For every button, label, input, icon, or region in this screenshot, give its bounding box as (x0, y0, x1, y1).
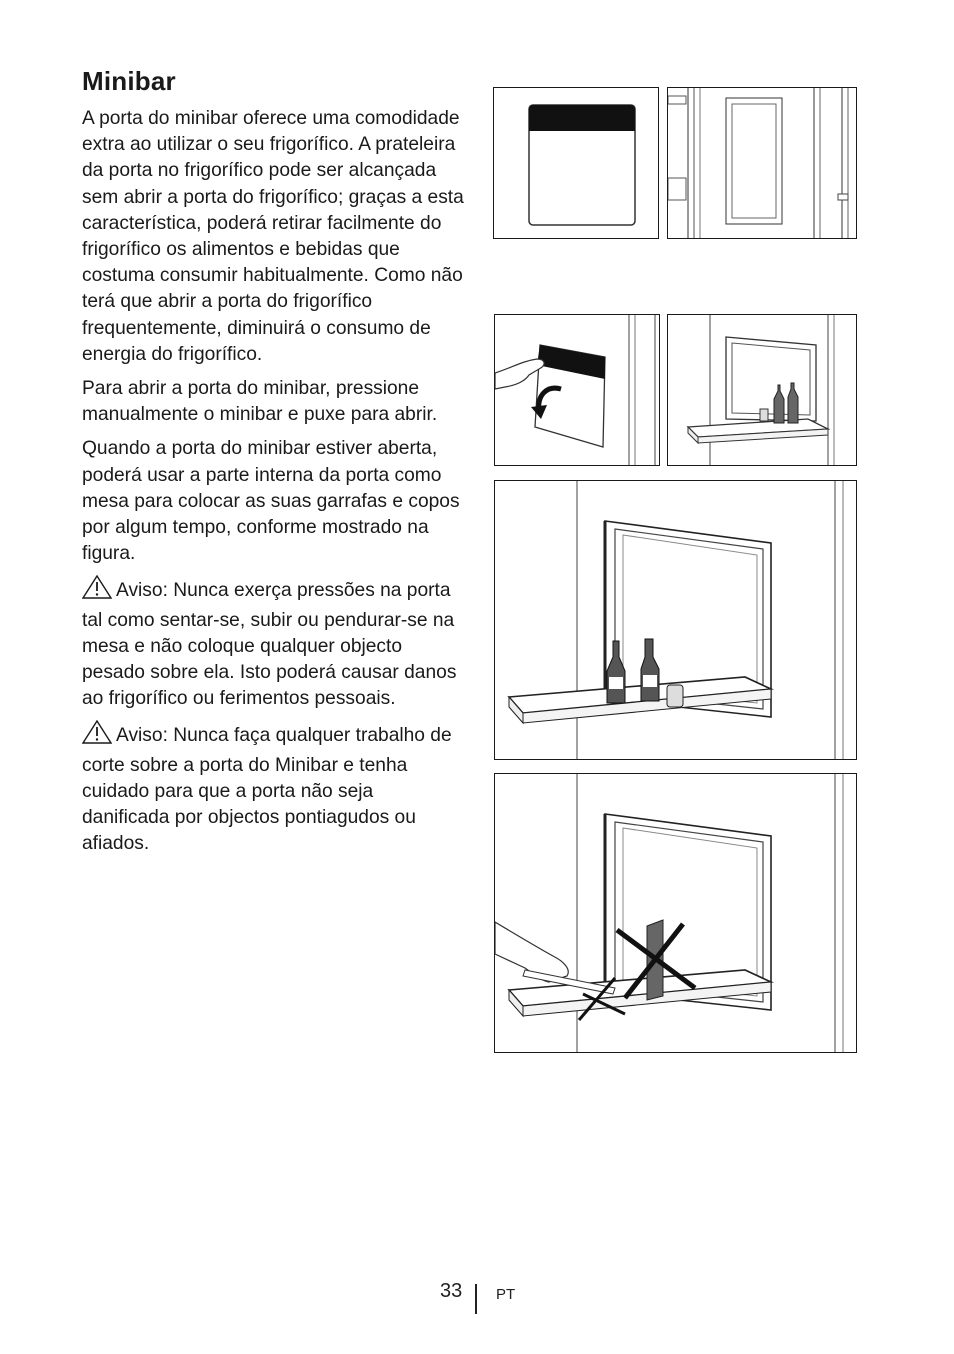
warning-triangle-icon (82, 575, 112, 607)
paragraph-open-instructions: Para abrir a porta do minibar, pressione manualmente o minibar e puxe para abrir. (82, 378, 438, 426)
footer-divider (475, 1284, 477, 1314)
figure-fridge-door (667, 87, 857, 239)
figure-no-cutting (494, 773, 857, 1053)
warning-pressure-text: Aviso: Nunca exerça pressões na porta tal como sentar-se, subir ou pendurar-se na mesa e não coloque qualquer objecto pesado sobre ela. Isto poderá causar danos ao frigorífico ou ferimentos pessoais. (82, 580, 457, 710)
paragraph-table-use: Quando a porta do minibar estiver aberta, poderá usar a parte interna da porta como mesa para colocar as suas garrafas e copos por algum tempo, conforme mostrado na figura. (82, 438, 460, 565)
figure-minibar-closed (493, 87, 659, 239)
warning-cutting (82, 720, 466, 857)
figure-press-door (494, 314, 660, 466)
warning-pressure (82, 575, 466, 712)
figure-door-open-small (667, 314, 857, 466)
warning-triangle-icon (82, 720, 112, 752)
page-title: Minibar (82, 66, 176, 96)
paragraph-intro: A porta do minibar oferece uma comodidade extra ao utilizar o seu frigorífico. A prateleira da porta no frigorífico pode ser alcançada sem abrir a porta do frigorífico; graças a esta característica, poderá retirar facilmente do frigorífico os alimentos e bebidas que costuma consumir habitualmente. Como não terá que abrir a porta do frigorífico frequentemente, diminuirá o consumo de energia do frigorífico. (82, 108, 464, 365)
figure-door-open-table (494, 480, 857, 760)
body-text (82, 106, 466, 865)
warning-cutting-text: Aviso: Nunca faça qualquer trabalho de corte sobre a porta do Minibar e tenha cuidado para que a porta não seja danificada por objectos pontiagudos ou afiados. (82, 725, 452, 855)
language-code: PT (496, 1286, 516, 1303)
page-number: 33 (440, 1280, 463, 1302)
